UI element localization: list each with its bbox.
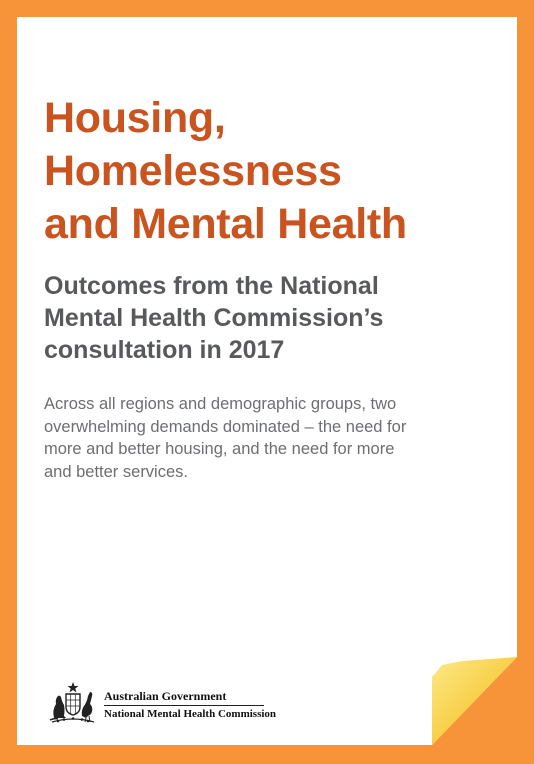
- summary-line: Across all regions and demographic groups, two: [44, 395, 397, 413]
- page-curl-corner: [432, 657, 517, 745]
- logo-divider: [104, 705, 264, 706]
- summary-paragraph: [44, 393, 464, 483]
- subtitle-line: consultation in 2017: [44, 336, 285, 364]
- document-title: [44, 92, 504, 251]
- subtitle-line: Outcomes from the National: [44, 272, 379, 300]
- government-name: Australian Government: [104, 689, 227, 703]
- summary-line: more and better housing, and the need for more: [44, 440, 395, 458]
- title-line: Housing,: [44, 94, 226, 142]
- summary-line: and better services.: [44, 462, 188, 481]
- commission-name: National Mental Health Commission: [104, 708, 277, 720]
- coat-of-arms-icon: [46, 680, 100, 725]
- government-logo: [46, 680, 286, 725]
- summary-line: overwhelming demands dominated – the need for: [44, 417, 407, 436]
- document-subtitle: [44, 270, 484, 366]
- title-line: and Mental Health: [44, 200, 407, 248]
- title-line: Homelessness: [44, 147, 342, 195]
- subtitle-line: Mental Health Commission’s: [44, 304, 384, 332]
